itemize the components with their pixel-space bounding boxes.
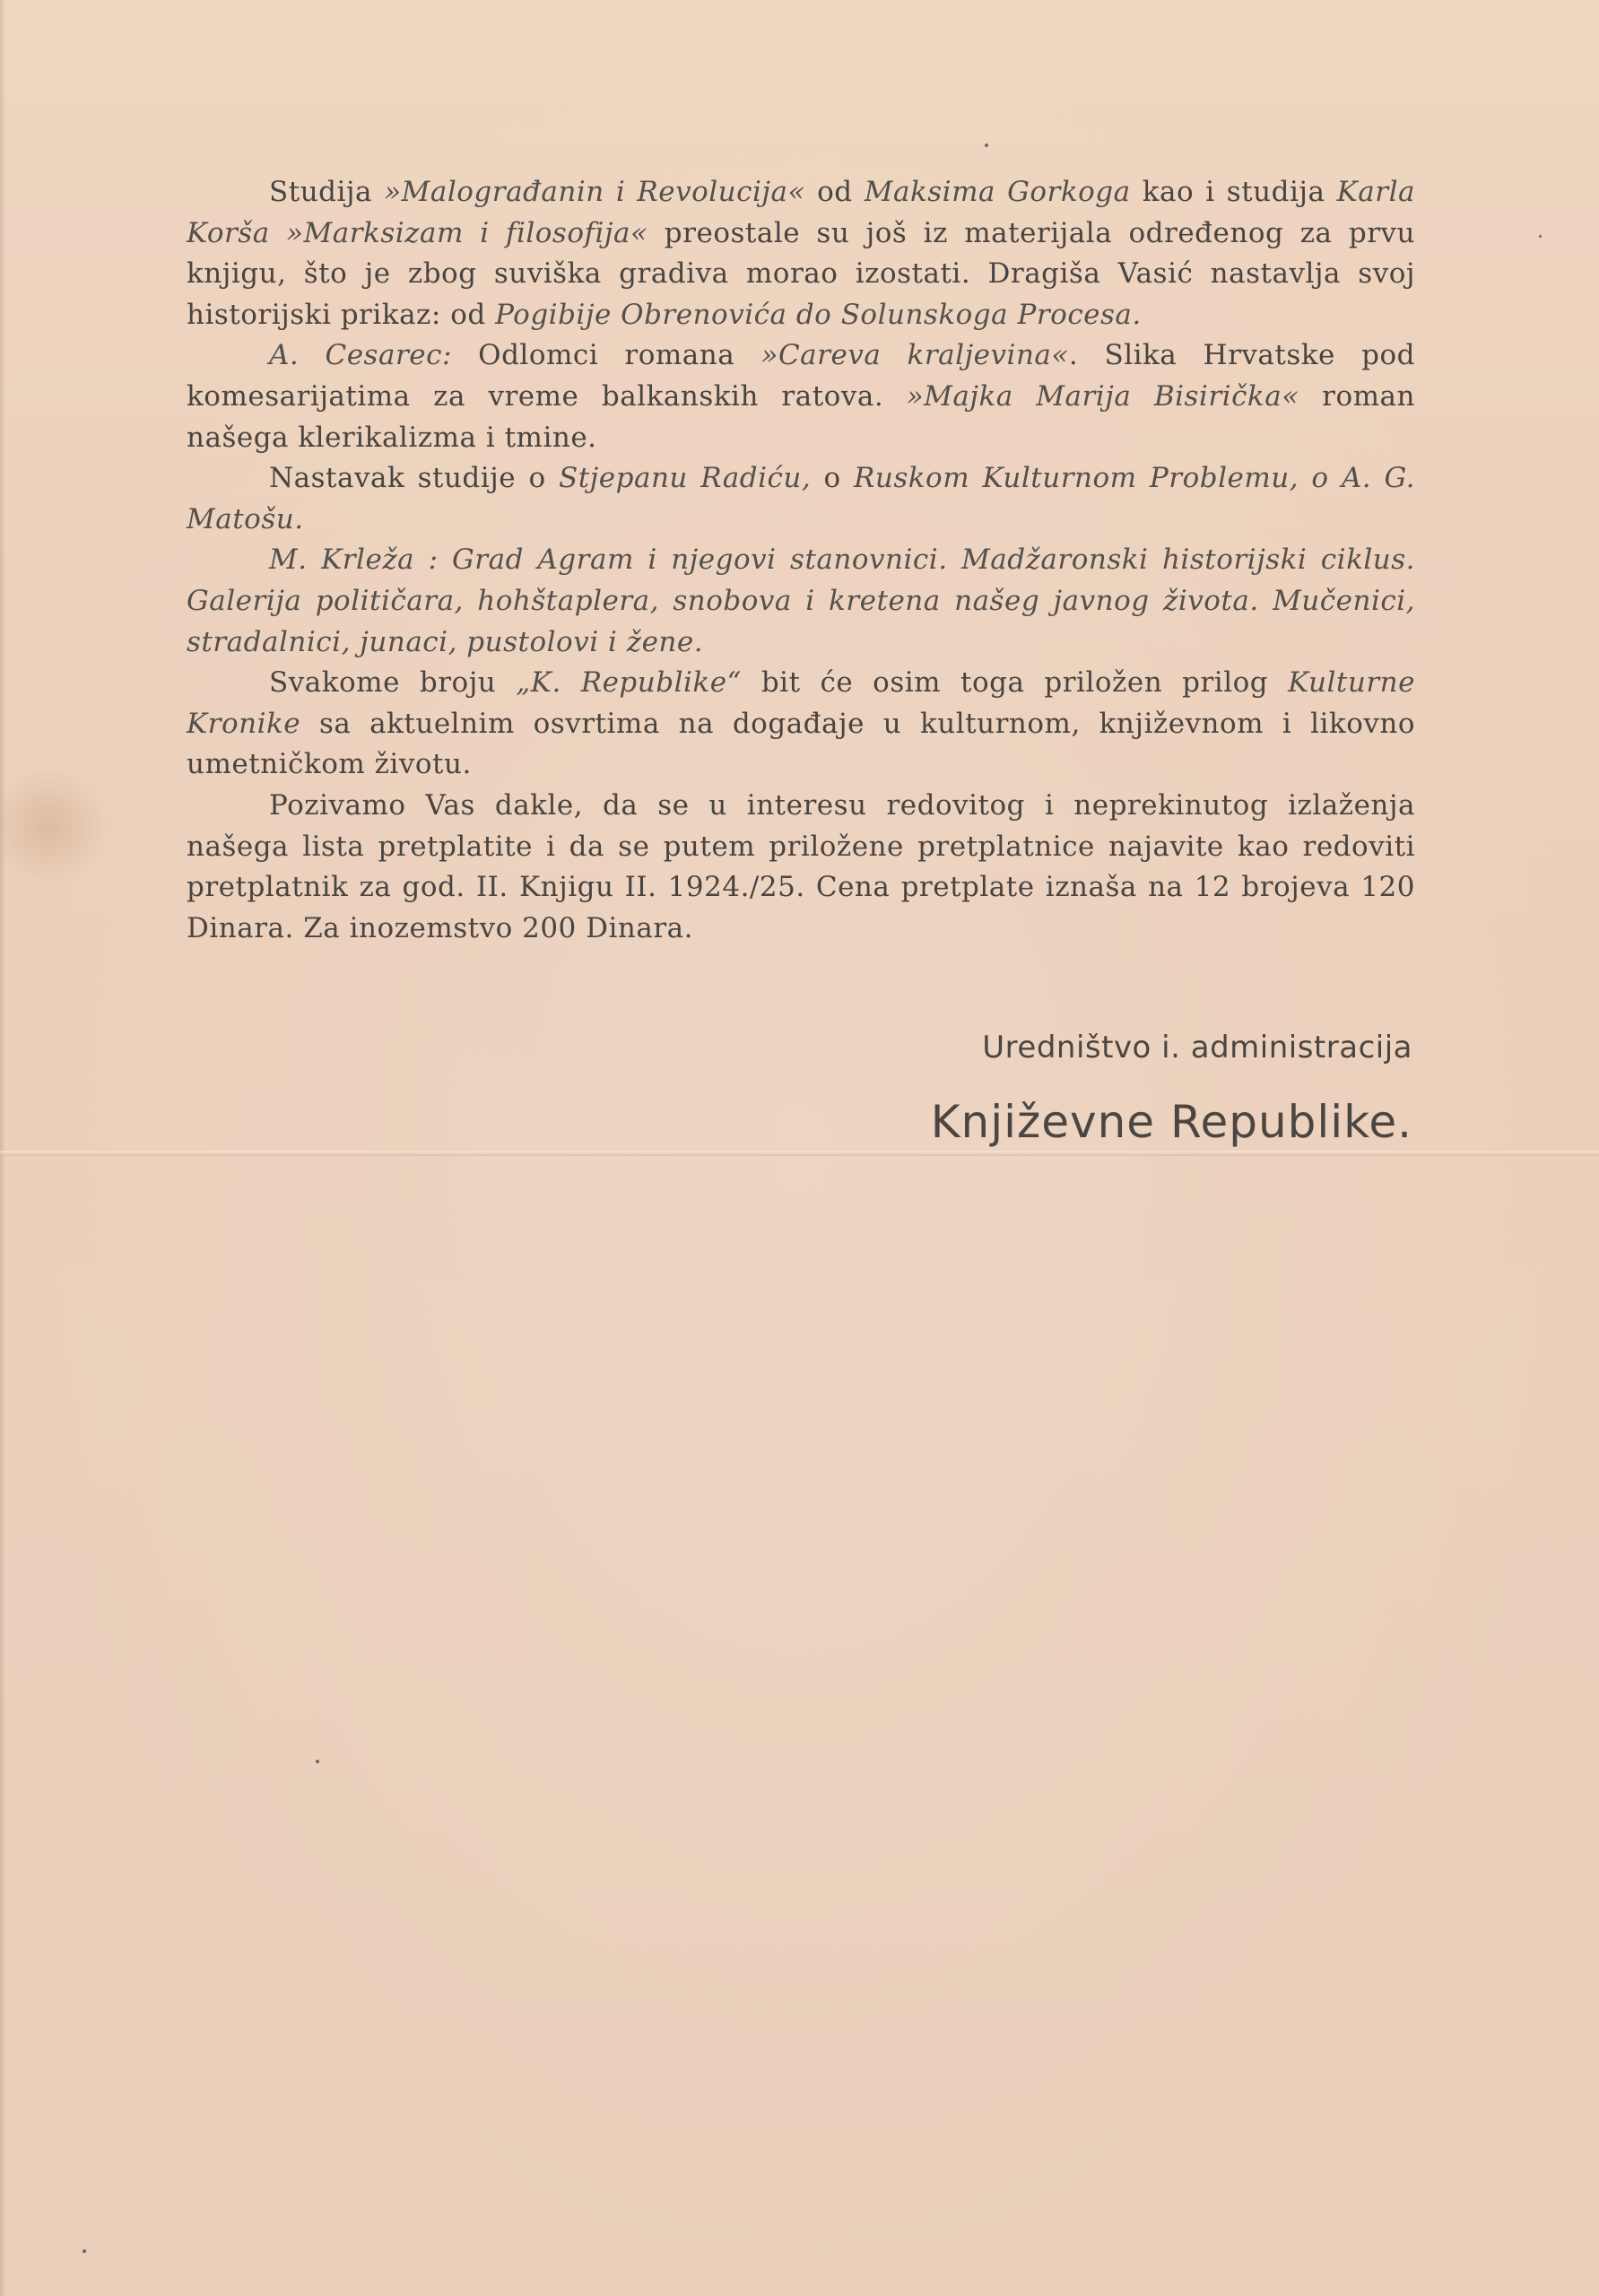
paper-fold-line — [0, 1151, 1599, 1156]
paragraph-4 — [187, 540, 1415, 663]
text-span: sa aktuelnim osvrtima na događaje u kulturnom, književnom i likovno umetničkom životu. — [187, 707, 1415, 781]
paper-speck — [985, 144, 988, 147]
paragraph-1 — [187, 172, 1415, 335]
paper-edge — [0, 0, 5, 2296]
italic-text-span: »Malograđanin i Revolucija« — [384, 176, 805, 208]
text-span: o — [811, 462, 855, 495]
text-span: bit će osim toga priložen prilog — [741, 666, 1289, 700]
text-span: preostale su još iz materijala određenog za prvu knjigu, što je zbog suviška gradiva morao izostati. Dragiša Vasić nastavlja svoj historijski prikaz: od — [187, 216, 1415, 331]
italic-text-span: „K. Republike“ — [516, 666, 742, 700]
signature-line-publication: Književne Republike. — [930, 1096, 1412, 1148]
italic-text-span: Kulturne Kronike — [187, 666, 1415, 740]
text-span: od — [804, 176, 865, 208]
italic-text-span: A. Cesarec: — [269, 339, 452, 372]
italic-text-span: Ruskom Kulturnom Problemu, o A. G. Matošu. — [187, 462, 1415, 535]
body-text — [187, 172, 1415, 949]
italic-text-span: Pogibije Obrenovića do Solunskoga Procesa. — [495, 298, 1142, 331]
paragraph-5 — [187, 663, 1415, 786]
text-span: Nastavak studije o — [269, 462, 559, 495]
text-span: Svakome broju — [269, 666, 517, 700]
italic-text-span: Maksima Gorkoga — [864, 176, 1131, 208]
paper-speck — [83, 2249, 86, 2253]
italic-text-span: »Majka Marija Bisirička« — [906, 379, 1299, 413]
text-span: Odlomci romana — [451, 339, 761, 372]
text-span: roman našega klerikalizma i tmine. — [187, 379, 1415, 454]
text-span: . Slika Hrvatske pod komesarijatima za vreme balkanskih ratova. — [187, 339, 1415, 413]
text-span: Studija — [269, 176, 385, 208]
italic-text-span: »Careva kraljevina« — [760, 339, 1069, 372]
text-span: Pozivamo Vas dakle, da se u interesu redovitog i neprekinutog izlaženja našega lista pretplatite i da se putem priložene pretplatnice najavite kao redoviti pretplatnik za god. II. Knjigu II. 1924./25. Cena pretplate iznaša na 12 brojeva 120 Dinara. Za inozemstvo 200 Dinara. — [187, 788, 1415, 944]
paper-speck — [316, 1760, 319, 1763]
paragraph-3 — [187, 458, 1415, 540]
italic-text-span: M. Krleža : Grad Agram i njegovi stanovnici. Madžaronski historijski ciklus. Galerija političara, hohštaplera, snobova i kretena našeg javnog života. Mučenici, stradalnici, junaci, pustolovi i žene. — [187, 544, 1415, 658]
italic-text-span: Karla Korša »Marksizam i filosofija« — [187, 176, 1415, 249]
italic-text-span: Stjepanu Radiću, — [558, 462, 812, 495]
signature-line-editorial: Uredništvo i. administracija — [982, 1030, 1412, 1065]
text-span: kao i studija — [1130, 176, 1337, 208]
paper-speck — [1539, 235, 1542, 238]
paragraph-2 — [187, 335, 1415, 458]
paragraph-6 — [187, 786, 1415, 949]
